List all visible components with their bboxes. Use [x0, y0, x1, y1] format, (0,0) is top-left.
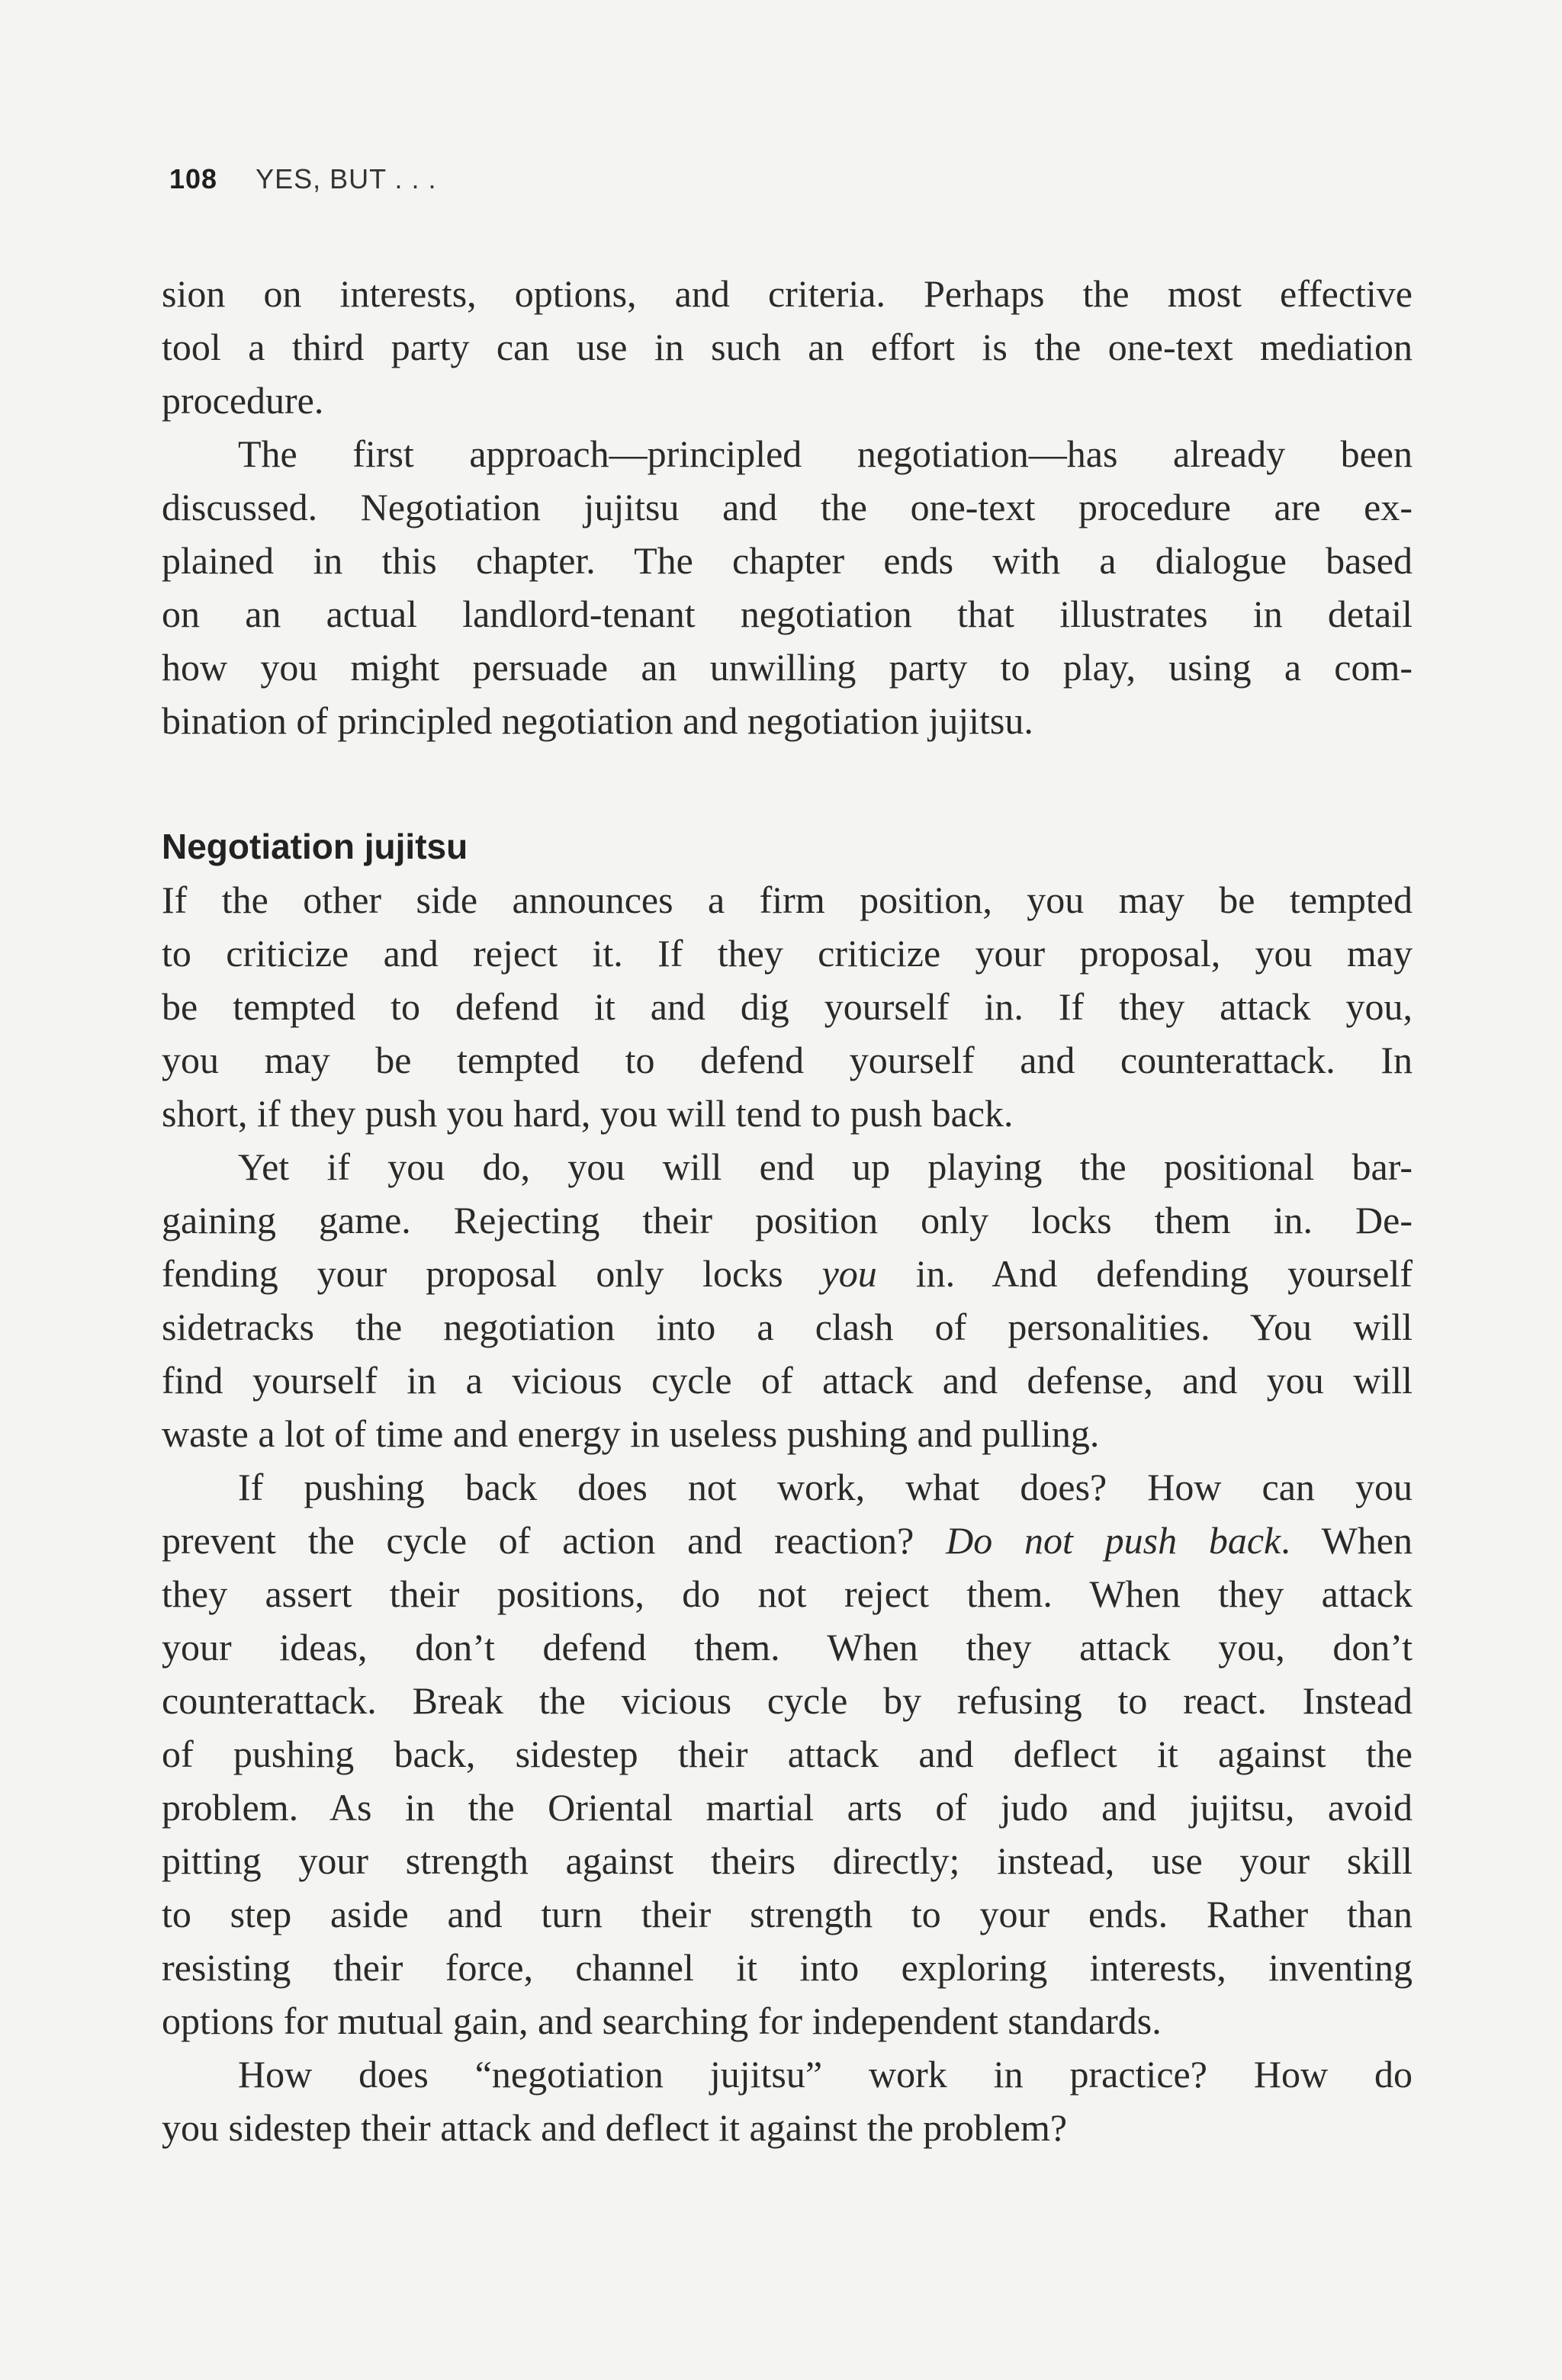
- text-run: in. And defending yourself: [876, 1252, 1413, 1295]
- text-line: to step aside and turn their strength to your ends. Rather than: [162, 1893, 1413, 1935]
- running-title: YES, BUT . . .: [256, 163, 437, 194]
- text-line: find yourself in a vicious cycle of attack and defense, and you will: [162, 1359, 1413, 1402]
- text-line: sion on interests, options, and criteria. Perhaps the most effective: [162, 272, 1413, 315]
- text-line: options for mutual gain, and searching for independent standards.: [162, 1999, 1162, 2042]
- text-line: plained in this chapter. The chapter ends with a dialogue based: [162, 539, 1413, 582]
- text-line: problem. As in the Oriental martial arts of judo and jujitsu, avoid: [162, 1786, 1413, 1829]
- text-line: [162, 1514, 1413, 1567]
- text-line: If the other side announces a firm position, you may be tempted: [162, 878, 1413, 921]
- text-line: counterattack. Break the vicious cycle by refusing to react. Instead: [162, 1679, 1413, 1722]
- text-line: how you might persuade an unwilling party to play, using a com-: [162, 646, 1413, 689]
- text-line: short, if they push you hard, you will tend to push back.: [162, 1092, 1014, 1135]
- page-number: 108: [169, 163, 218, 194]
- text-run: . When: [1281, 1519, 1413, 1562]
- text-line: they assert their positions, do not reject them. When they attack: [162, 1572, 1413, 1615]
- text-line: How does “negotiation jujitsu” work in practice? How do: [238, 2053, 1413, 2096]
- text-line: you sidestep their attack and deflect it against the problem?: [162, 2106, 1068, 2149]
- text-run: prevent the cycle of action and reaction?: [162, 1519, 947, 1562]
- text-line: Yet if you do, you will end up playing the positional bar-: [238, 1145, 1413, 1188]
- text-line: waste a lot of time and energy in useless pushing and pulling.: [162, 1412, 1100, 1455]
- text-line: The first approach—principled negotiation—has already been: [238, 432, 1413, 475]
- text-line: of pushing back, sidestep their attack and deflect it against the: [162, 1733, 1413, 1775]
- text-line: to criticize and reject it. If they criticize your proposal, you may: [162, 932, 1413, 975]
- text-line: be tempted to defend it and dig yourself in. If they attack you,: [162, 985, 1413, 1028]
- text-line: your ideas, don’t defend them. When they attack you, don’t: [162, 1626, 1413, 1669]
- text-line: tool a third party can use in such an effort is the one-text mediation: [162, 326, 1413, 368]
- text-line: sidetracks the negotiation into a clash of personalities. You will: [162, 1306, 1413, 1348]
- text-line: on an actual landlord-tenant negotiation that illustrates in detail: [162, 593, 1413, 635]
- text-line: pitting your strength against theirs directly; instead, use your skill: [162, 1839, 1413, 1882]
- text-run: fending your proposal only locks: [162, 1252, 822, 1295]
- text-line: resisting their force, channel it into exploring interests, inventing: [162, 1946, 1413, 1989]
- text-line: discussed. Negotiation jujitsu and the one-text procedure are ex-: [162, 486, 1413, 528]
- section-heading: Negotiation jujitsu: [162, 827, 468, 866]
- text-line: you may be tempted to defend yourself and counterattack. In: [162, 1039, 1413, 1081]
- text-line: gaining game. Rejecting their position only locks them in. De-: [162, 1199, 1413, 1241]
- running-head: [169, 156, 436, 202]
- emphasis-text: you: [821, 1252, 877, 1295]
- text-line: procedure.: [162, 379, 324, 422]
- emphasis-text: Do not push back: [946, 1519, 1281, 1562]
- text-line: bination of principled negotiation and negotiation jujitsu.: [162, 699, 1033, 742]
- text-line: If pushing back does not work, what does? How can you: [238, 1466, 1413, 1508]
- text-line: [162, 1247, 1413, 1300]
